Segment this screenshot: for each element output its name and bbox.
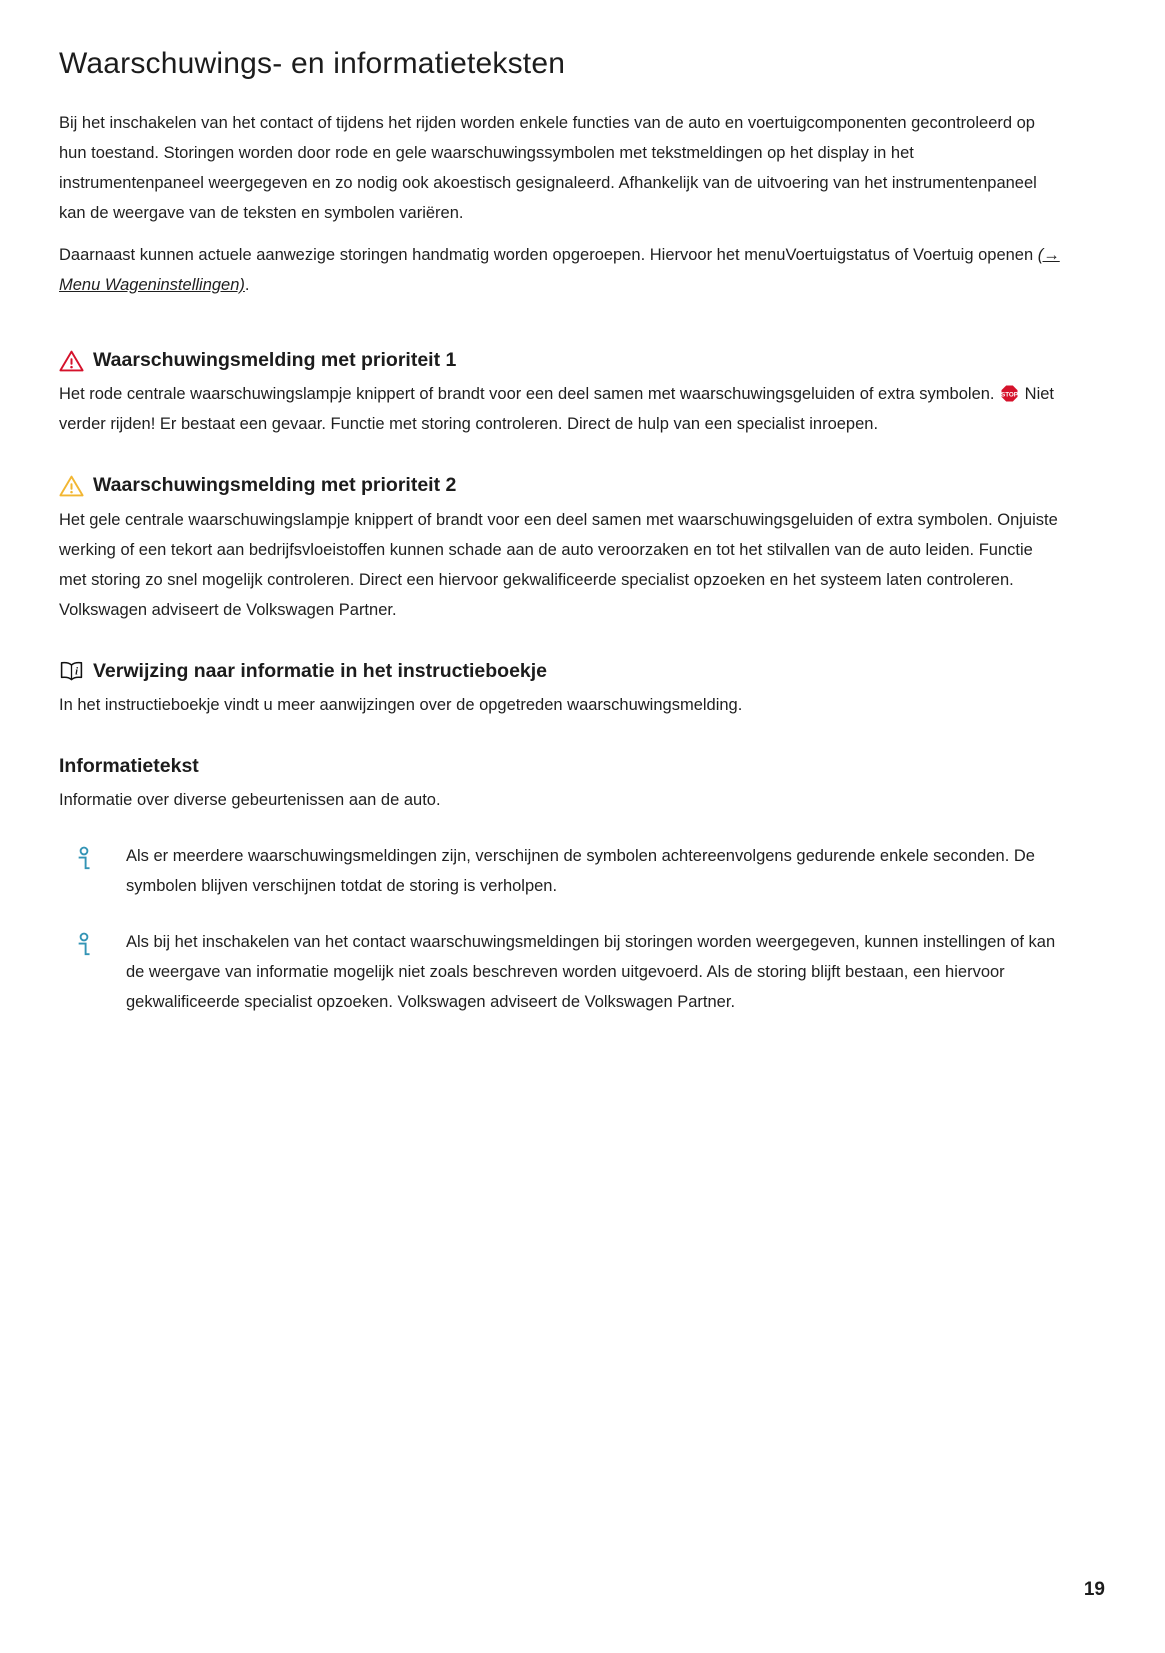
intro-paragraph-2-tail: .	[244, 276, 250, 294]
svg-text:STOP: STOP	[1001, 391, 1019, 399]
section-warning-priority-2	[59, 473, 1060, 624]
section-body-priority-1	[59, 379, 1060, 439]
section-heading-priority-2-text: Waarschuwingsmelding met prioriteit 2	[93, 474, 457, 497]
warning-triangle-yellow-icon	[59, 475, 84, 497]
info-i-icon	[73, 846, 95, 872]
section-information-text	[59, 754, 1060, 815]
section-heading-priority-2	[59, 473, 1060, 498]
section-heading-information-text	[59, 754, 1060, 779]
note-icon-cell-1	[59, 841, 126, 901]
intro-paragraph-2	[59, 240, 1060, 300]
section-booklet-reference	[59, 659, 1060, 720]
stop-sign-icon	[1001, 385, 1018, 402]
warning-triangle-red-icon	[59, 350, 84, 372]
section-heading-priority-1	[59, 348, 1060, 373]
section-body-priority-2: Het gele centrale waarschuwingslampje knippert of brandt voor een deel samen met waarschuwingsgeluiden of extra symbolen. Onjuiste werking of een tekort aan bedrijfsvloeistoffen kunnen schade aan de auto veroorzaken en tot het stilvallen van de auto leiden. Functie met storing zo snel mogelijk controleren. Direct een hiervoor gekwalificeerde specialist opzoeken en het systeem laten controleren. Volkswagen adviseert de Volkswagen Partner.	[59, 510, 1058, 619]
cross-reference-link[interactable]: (→ Menu Wageninstellingen)	[59, 246, 1060, 294]
priority-1-text-before: Het rode centrale waarschuwingslampje knippert of brandt voor een deel samen met waarschuwingsgeluiden of extra symbolen.	[59, 385, 1000, 404]
intro-paragraph-1: Bij het inschakelen van het contact of tijdens het rijden worden enkele functies van de auto en voertuigcomponenten gecontroleerd op hun toestand. Storingen worden door rode en gele waarschuwingssymbolen met tekstmeldingen op het display in het instrumentenpaneel weergegeven en zo nodig ook akoestisch gesignaleerd. Afhankelijk van de uitvoering van het instrumentenpaneel kan de weergave van de teksten en symbolen variëren.	[59, 114, 1037, 222]
section-heading-booklet-text: Verwijzing naar informatie in het instructieboekje	[93, 659, 548, 682]
priority-1-text-after: Niet verder rijden! Er bestaat een gevaar. Functie met storing controleren. Direct de hulp van een specialist inroepen.	[59, 385, 1055, 434]
note-icon-cell-2	[59, 927, 126, 1017]
note-item-2	[59, 927, 1060, 1017]
page-title: Waarschuwings- en informatieteksten	[59, 47, 566, 80]
section-heading-priority-1-text: Waarschuwingsmelding met prioriteit 1	[93, 349, 457, 371]
svg-text:i: i	[75, 666, 79, 678]
section-heading-booklet	[59, 659, 1060, 684]
page-number: 19	[1083, 1579, 1105, 1600]
note-item-1	[59, 841, 1060, 901]
info-i-icon	[73, 932, 95, 958]
section-heading-information-text-label: Informatietekst	[59, 755, 199, 778]
note-text-1: Als er meerdere waarschuwingsmeldingen zijn, verschijnen de symbolen achtereenvolgens gedurende enkele seconden. De symbolen blijven verschijnen totdat de storing is verholpen.	[126, 847, 1035, 896]
open-book-info-icon	[59, 660, 84, 682]
section-body-booklet: In het instructieboekje vindt u meer aanwijzingen over de opgetreden waarschuwingsmelding.	[59, 696, 743, 715]
intro-paragraph-2-text: Daarnaast kunnen actuele aanwezige storingen handmatig worden opgeroepen. Hiervoor het menuVoertuigstatus of Voertuig openen	[59, 246, 1038, 264]
note-text-2: Als bij het inschakelen van het contact waarschuwingsmeldingen bij storingen worden weergegeven, kunnen instellingen of kan de weergave van informatie mogelijk niet zoals beschreven worden uitgevoerd. Als de storing blijft bestaan, een hiervoor gekwalificeerde specialist opzoeken. Volkswagen adviseert de Volkswagen Partner.	[126, 933, 1056, 1012]
section-body-information-text: Informatie over diverse gebeurtenissen aan de auto.	[59, 791, 441, 810]
section-warning-priority-1	[59, 348, 1060, 439]
